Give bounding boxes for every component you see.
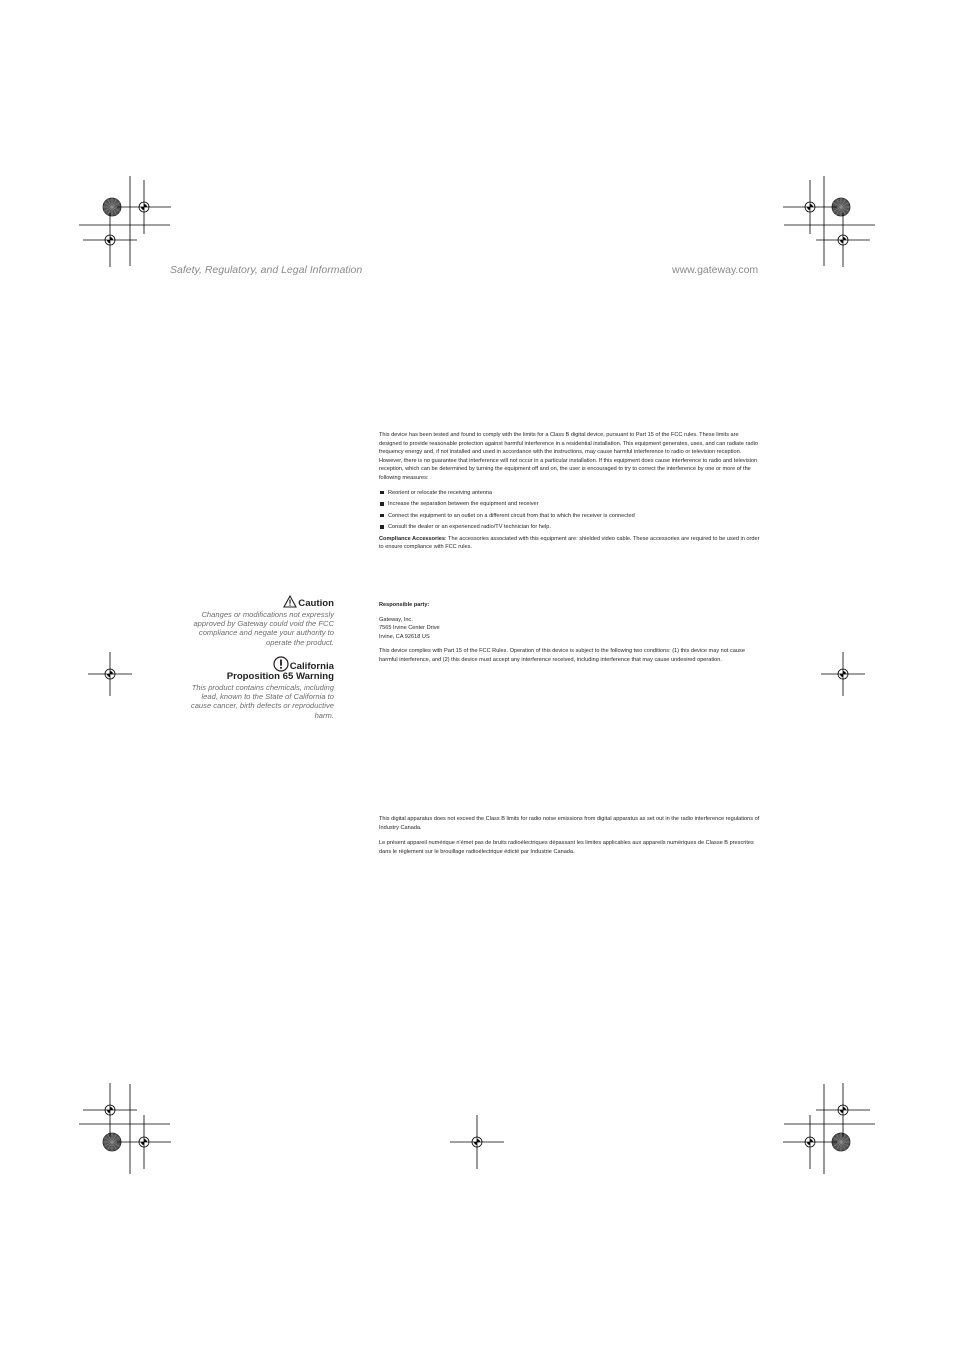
registration-mark-icon xyxy=(450,1115,504,1169)
caution-title: Caution xyxy=(298,598,334,609)
registration-mark-icon xyxy=(117,1115,171,1169)
prop65-text: This product contains chemicals, including lead, known to the State of California to cause cancer, birth defects or reproductive harm. xyxy=(190,683,334,720)
compliance-accessories xyxy=(379,535,761,552)
part15-statement: This device complies with Part 15 of the FCC Rules. Operation of this device is subject to the following two conditions: (1) this device may not cause harmful interference, and (2) this device must accept any interference received, including interference that may cause undesired operation. xyxy=(379,648,745,663)
fcc-section xyxy=(379,431,761,556)
website-url[interactable]: www.gateway.com xyxy=(672,264,759,276)
responsible-party-section xyxy=(379,601,761,669)
registration-mark-icon xyxy=(83,1083,137,1137)
canada-english: This digital apparatus does not exceed the Class B limits for radio noise emissions from digital apparatus as set out in the radio interference regulations of Industry Canada. xyxy=(379,816,760,831)
fcc-measures-list xyxy=(379,489,761,532)
responsible-label: Responsible party: xyxy=(379,602,430,608)
exclamation-circle-icon xyxy=(273,656,289,672)
caution-box xyxy=(180,595,334,647)
canada-french: Le présent appareil numérique n'émet pas de bruits radioélectriques dépassant les limites applicables aux appareils numériques de Classe B prescrites dans le règlement sur le brouillage radioélectrique édicté par Industrie Canada. xyxy=(379,840,754,855)
prop65-title-line2: Proposition 65 Warning xyxy=(226,671,334,682)
city-address: Irvine, CA 92618 US xyxy=(379,633,430,640)
registration-mark-icon xyxy=(821,652,865,696)
list-item: Consult the dealer or an experienced radio/TV technician for help. xyxy=(379,523,761,532)
canada-section xyxy=(379,815,761,860)
list-item: Reorient or relocate the receiving antenna xyxy=(379,489,761,498)
street-address: 7565 Irvine Center Drive xyxy=(379,625,440,632)
caution-heading xyxy=(180,595,334,609)
caution-text: Changes or modifications not expressly approved by Gateway could void the FCC compliance and negate your authority to operate the product. xyxy=(193,610,334,647)
company-name: Gateway, Inc. xyxy=(379,616,413,623)
prop65-heading xyxy=(180,656,334,672)
registration-mark-icon xyxy=(783,1115,837,1169)
section-title: Safety, Regulatory, and Legal Information xyxy=(170,264,363,276)
registration-mark-icon xyxy=(88,652,132,696)
registration-mark-icon xyxy=(783,180,837,234)
fcc-intro: This device has been tested and found to comply with the limits for a Class B digital device, pursuant to Part 15 of the FCC rules. These limits are designed to provide reasonable protection against harmful interference in a residential installation. This equipment generates, uses, and can radiate radio frequency energy and, if not installed and used in accordance with the instructions, may cause harmful interference to radio or television reception. However, there is no guarantee that interference will not occur in a particular installation. If this equipment does cause interference to radio and television reception, which can be determined by turning the equipment off and on, the user is encouraged to try to correct the interference by one or more of the following measures: xyxy=(379,432,758,481)
compliance-label: Compliance Accessories xyxy=(379,535,446,542)
prop65-box xyxy=(180,656,334,720)
list-item: Increase the separation between the equipment and receiver xyxy=(379,500,761,509)
registration-mark-icon xyxy=(83,213,137,267)
warning-triangle-icon xyxy=(283,595,297,608)
prop65-title-line1: California xyxy=(289,661,334,672)
registration-mark-icon xyxy=(117,180,171,234)
list-item: Connect the equipment to an outlet on a different circuit from that to which the receiver is connected xyxy=(379,512,761,521)
compliance-text: : The accessories associated with this equipment are: shielded video cable. These accessories are required to be used in order to ensure compliance with FCC rules. xyxy=(379,535,760,551)
